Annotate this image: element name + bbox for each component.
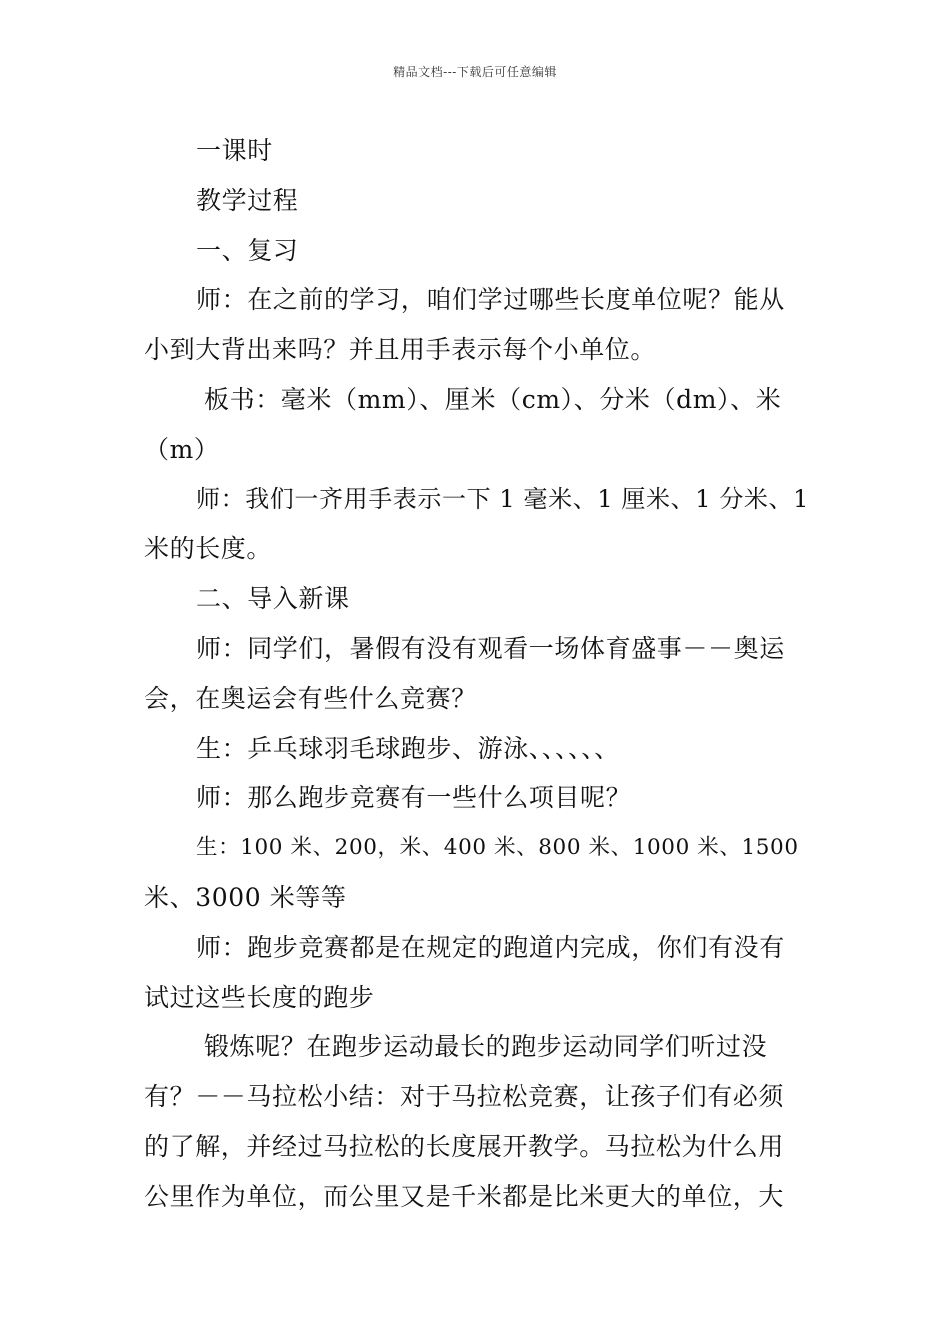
- paragraph-line: 公里作为单位，而公里又是千米都是比米更大的单位，大: [144, 1181, 785, 1211]
- paragraph-line: 试过这些长度的跑步: [144, 982, 375, 1012]
- paragraph-line: 米的长度。: [144, 534, 273, 564]
- section-heading: 一、复习: [196, 235, 299, 265]
- paragraph-line: 一课时: [196, 136, 273, 165]
- section-heading: 教学过程: [196, 185, 299, 215]
- paragraph-line: 有？－－马拉松小结：对于马拉松竞赛，让孩子们有必须: [144, 1082, 785, 1112]
- paragraph-line: 师：那么跑步竞赛有一些什么项目呢？: [196, 783, 632, 813]
- paragraph-line: （m）: [144, 434, 220, 464]
- paragraph-line: 师：在之前的学习，咱们学过哪些长度单位呢？能从: [196, 285, 785, 315]
- paragraph-line: 师：跑步竞赛都是在规定的跑道内完成，你们有没有: [196, 932, 785, 962]
- paragraph-line: 师：同学们，暑假有没有观看一场体育盛事－－奥运: [196, 633, 785, 663]
- paragraph-line: 小到大背出来吗？并且用手表示每个小单位。: [144, 335, 657, 365]
- paragraph-line: 生：100 米、200，米、400 米、800 米、1000 米、1500: [196, 835, 799, 861]
- paragraph-line: 板书：毫米（mm）、厘米（cm）、分米（dm）、米: [204, 384, 782, 414]
- paragraph-line: 米、3000 米等等: [144, 882, 347, 912]
- paragraph-line: 生：乒乓球羽毛球跑步、游泳、、、、、、: [196, 733, 620, 763]
- paragraph-line: 会，在奥运会有些什么竞赛？: [144, 683, 477, 713]
- paragraph-line: 锻炼呢？在跑步运动最长的跑步运动同学们听过没: [204, 1032, 768, 1062]
- paragraph-line: 师：我们一齐用手表示一下 1 毫米、1 厘米、1 分米、1: [196, 484, 809, 513]
- section-heading: 二、导入新课: [196, 584, 350, 614]
- document-body: [144, 126, 809, 1222]
- page-header: 精品文档---下载后可任意编辑: [393, 65, 557, 79]
- paragraph-line: 的了解，并经过马拉松的长度展开教学。马拉松为什么用: [144, 1131, 785, 1161]
